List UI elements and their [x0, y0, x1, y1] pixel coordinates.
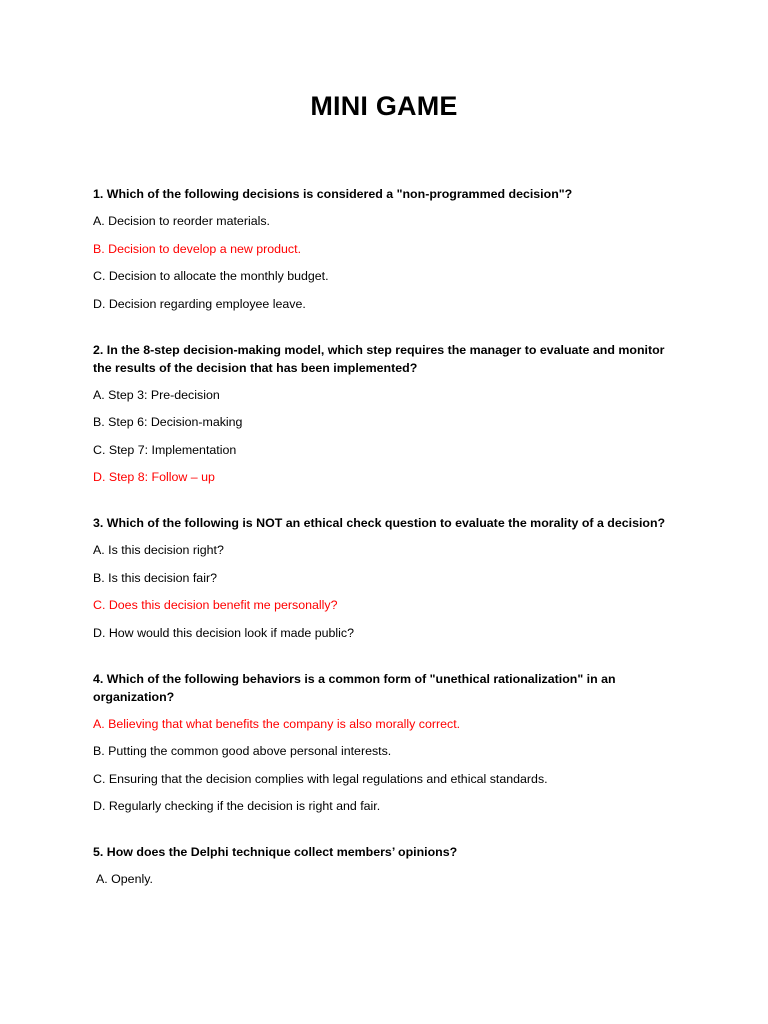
answer-option: A. Step 3: Pre-decision — [93, 387, 220, 402]
page-title: MINI GAME — [310, 91, 458, 121]
answer-option: B. Step 6: Decision-making — [93, 415, 243, 429]
answer-option: A. Decision to reorder materials. — [93, 214, 270, 228]
question-text: 2. In the 8-step decision-making model, which step requires the manager to evaluate and monitor the results of the decision that has been implemented? — [93, 342, 665, 375]
question-block-5 — [93, 843, 683, 888]
answer-option: A. Openly. — [96, 872, 153, 886]
answer-option: D. Decision regarding employee leave. — [93, 296, 306, 311]
question-block-3 — [93, 514, 683, 642]
answer-option: D. How would this decision look if made public? — [93, 625, 355, 640]
question-text: 3. Which of the following is NOT an ethical check question to evaluate the morality of a decision? — [93, 516, 666, 530]
question-list — [93, 185, 683, 916]
answer-option: B. Is this decision fair? — [93, 570, 217, 585]
answer-option: C. Ensuring that the decision complies with legal regulations and ethical standards. — [93, 771, 548, 786]
question-block-1 — [93, 185, 683, 313]
question-block-2 — [93, 341, 683, 487]
question-text: 1. Which of the following decisions is considered a "non-programmed decision"? — [93, 187, 573, 201]
question-text: 4. Which of the following behaviors is a common form of "unethical rationalization" in an organization? — [93, 671, 616, 704]
answer-option-correct: B. Decision to develop a new product. — [93, 241, 302, 256]
answer-option-correct: D. Step 8: Follow – up — [93, 470, 215, 484]
answer-option: B. Putting the common good above personal interests. — [93, 744, 392, 758]
answer-option: C. Decision to allocate the monthly budget. — [93, 269, 329, 283]
answer-option-correct: C. Does this decision benefit me personally? — [93, 598, 338, 612]
answer-option-correct: A. Believing that what benefits the company is also morally correct. — [93, 716, 461, 731]
answer-option: C. Step 7: Implementation — [93, 442, 237, 457]
answer-option: D. Regularly checking if the decision is right and fair. — [93, 799, 381, 813]
answer-option: A. Is this decision right? — [93, 543, 224, 557]
question-block-4 — [93, 670, 683, 816]
question-text: 5. How does the Delphi technique collect members’ opinions? — [93, 845, 458, 859]
